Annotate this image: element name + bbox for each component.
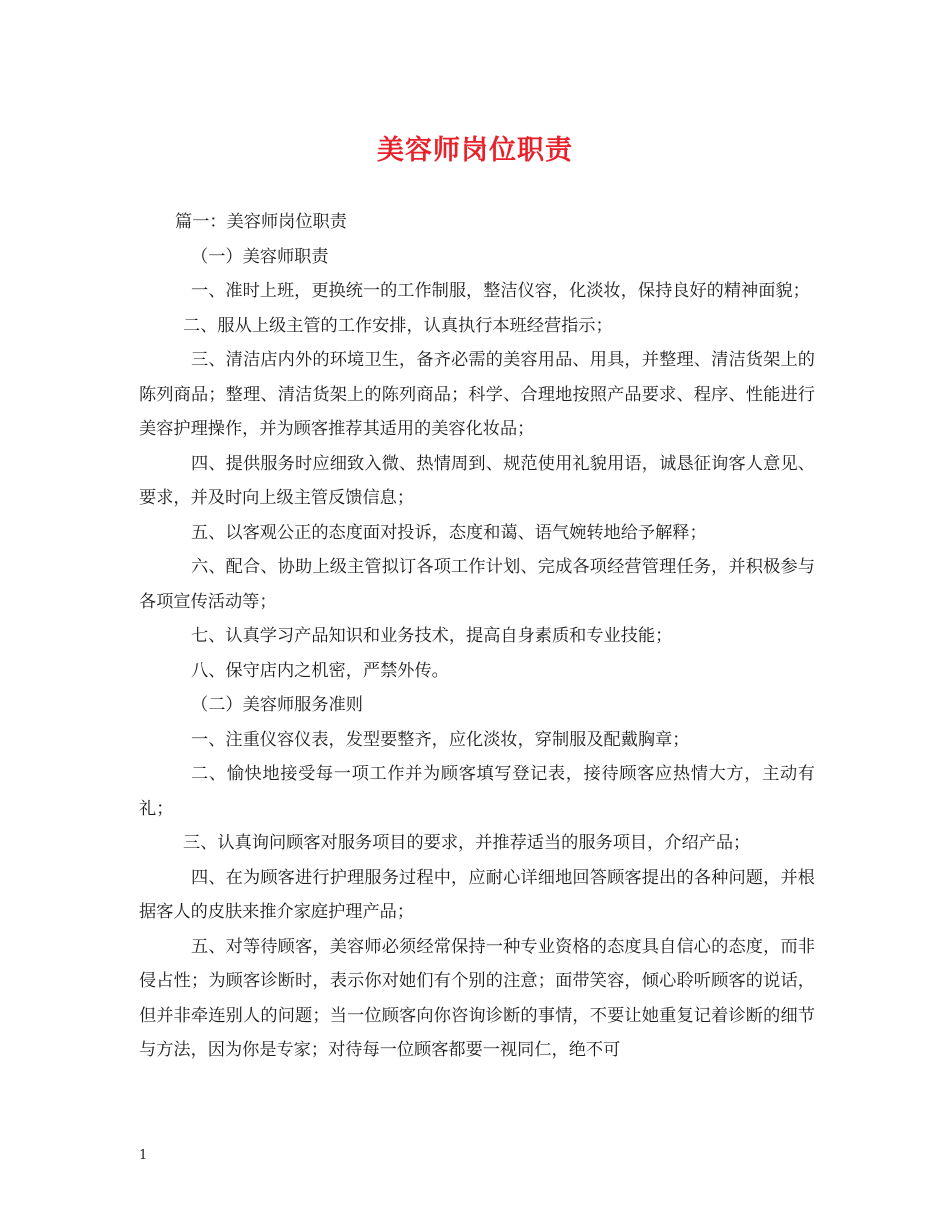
paragraph: 五、对等待顾客，美容师必须经常保持一种专业资格的态度具自信心的态度，而非侵占性；为顾客诊断时，表示你对她们有个别的注意；面带笑容，倾心聆听顾客的说话，但并非牵连别人的问题；当一位顾客向你咨询诊断的事情，不要让她重复记着诊断的细节与方法，因为你是专家；对待每一位顾客都要一视同仁，绝不可 bbox=[139, 936, 815, 1060]
paragraph: （一）美容师职责 bbox=[191, 246, 329, 267]
page-number: 1 bbox=[139, 1148, 148, 1163]
paragraph: 五、以客观公正的态度面对投诉，态度和蔼、语气婉转地给予解释； bbox=[191, 522, 707, 543]
paragraph: 三、认真询问顾客对服务项目的要求，并推荐适当的服务项目，介绍产品； bbox=[183, 833, 751, 853]
paragraph: 三、清洁店内外的环境卫生，备齐必需的美容用品、用具，并整理、清洁货架上的陈列商品；整理、清洁货架上的陈列商品；科学、合理地按照产品要求、程序、性能进行美容护理操作，并为顾客推荐其适用的美容化妆品； bbox=[139, 350, 815, 439]
paragraph: 一、注重仪容仪表，发型要整齐，应化淡妆，穿制服及配戴胸章； bbox=[191, 729, 690, 750]
paragraph: （二）美容师服务准则 bbox=[191, 695, 363, 715]
paragraph: 六、配合、协助上级主管拟订各项工作计划、完成各项经营管理任务，并积极参与各项宣传活动等； bbox=[139, 557, 815, 612]
paragraph: 四、在为顾客进行护理服务过程中，应耐心详细地回答顾客提出的各种问题，并根据客人的皮肤来推介家庭护理产品； bbox=[139, 867, 815, 922]
document-title: 美容师岗位职责 bbox=[377, 135, 573, 166]
paragraph: 七、认真学习产品知识和业务技术，提高自身素质和专业技能； bbox=[191, 626, 673, 646]
paragraph: 二、愉快地接受每一项工作并为顾客填写登记表，接待顾客应热情大方，主动有礼； bbox=[139, 764, 815, 819]
paragraph: 二、服从上级主管的工作安排，认真执行本班经营指示； bbox=[183, 315, 613, 336]
paragraph: 一、准时上班，更换统一的工作制服，整洁仪容，化淡妆，保持良好的精神面貌； bbox=[191, 281, 810, 301]
document-body bbox=[139, 205, 815, 1068]
paragraph: 四、提供服务时应细致入微、热情周到、规范使用礼貌用语，诚恳征询客人意见、要求，并及时向上级主管反馈信息； bbox=[139, 453, 815, 508]
paragraph: 篇一：美容师岗位职责 bbox=[175, 212, 347, 232]
paragraph: 八、保守店内之机密，严禁外传。 bbox=[191, 660, 449, 681]
